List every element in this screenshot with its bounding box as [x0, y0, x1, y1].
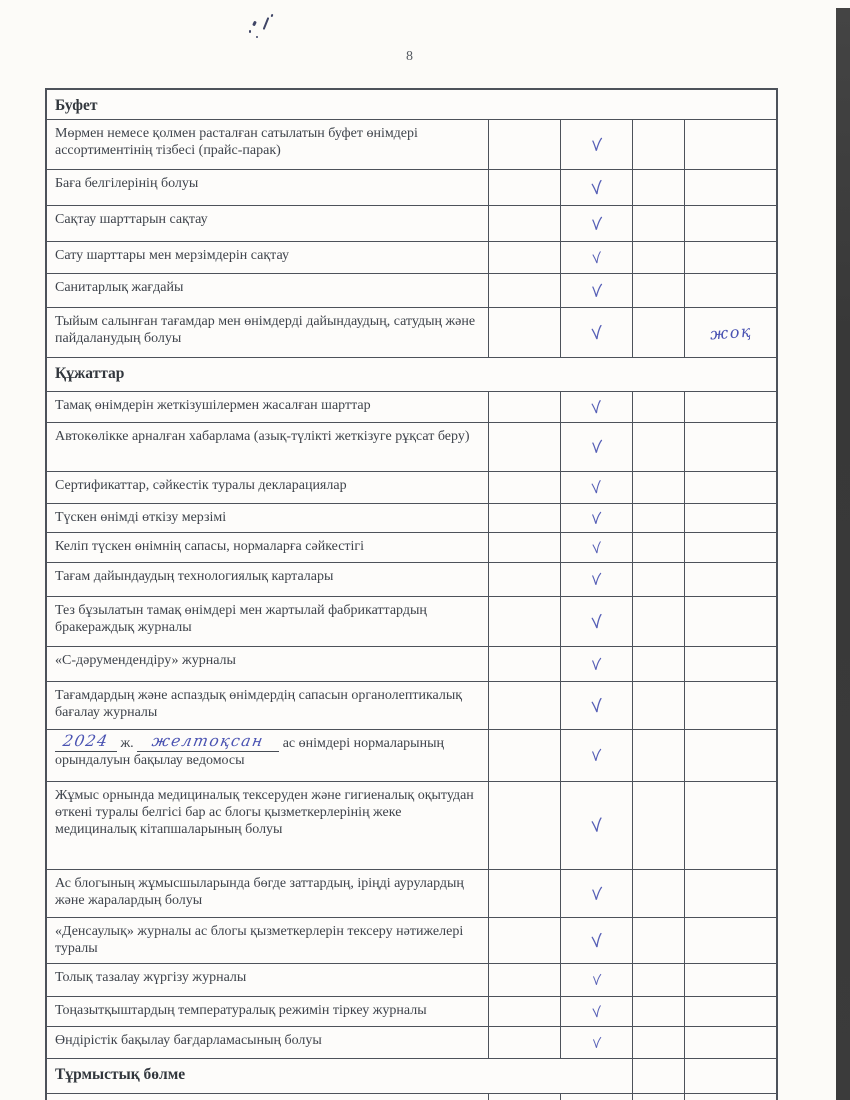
row-text: Тағам дайындаудың технологиялық карталары [55, 569, 334, 584]
year-suffix: ж. [120, 736, 134, 751]
table-row [47, 119, 776, 169]
checkmark-icon [590, 179, 603, 196]
table-row [47, 646, 776, 681]
table-row [47, 1026, 776, 1058]
table-row [47, 562, 776, 596]
table-row [47, 422, 776, 471]
scanner-edge-band [836, 8, 850, 1100]
row-text: Санитарлық жағдайы [55, 280, 184, 295]
filled-year-blank [55, 732, 117, 752]
checkmark-icon [592, 973, 602, 987]
row-text: ас өнімдері нормаларының орындалуын бақылау ведомосы [55, 736, 444, 768]
row-text: Тез бұзылатын тамақ өнімдері мен жартылай фабрикаттардың бракераждық журналы [55, 603, 427, 635]
section-header-bufet [47, 90, 776, 119]
checkmark-icon [591, 216, 603, 232]
row-text: Сақтау шарттарын сақтау [55, 212, 208, 227]
page-number: 8 [406, 49, 414, 64]
table-row-filled-date [47, 729, 776, 781]
table-row [47, 273, 776, 307]
checkmark-icon [590, 613, 603, 630]
checkmark-icon [591, 572, 602, 587]
checkmark-icon [591, 748, 602, 763]
row-text: Түскен өнімді өткізу мерзімі [55, 510, 227, 525]
checkmark-icon [592, 1036, 602, 1050]
row-text: Тыйым салынған тағамдар мен өнімдерді дайындаудың, сатудың және пайдаланудың болуы [55, 314, 476, 346]
row-text: Тамақ өнімдерін жеткізушілермен жасалған шарттар [55, 398, 371, 413]
row-text: Ас блогының жұмысшыларында бөгде заттардың, іріңді аурулардың және жаралардың болуы [55, 876, 464, 908]
section-header-turmystyk [47, 1058, 776, 1093]
checkmark-icon [591, 657, 602, 672]
row-text: Өндірістік бақылау бағдарламасының болуы [55, 1033, 322, 1048]
row-text: Жұмыс орнында медициналық тексеруден және гигиеналық оқытудан өткені туралы белгісі бар ас блогы қызметкерлерінің жеке медициналық кітапшаларының болуы [55, 788, 474, 837]
row-text: Мөрмен немесе қолмен расталған сатылатын буфет өнімдері ассортиментінің тізбесі (прайс-парак) [55, 126, 418, 158]
pen-scribble-mark [256, 36, 258, 38]
row-text: Сату шарттары мен мерзімдерін сақтау [55, 248, 289, 263]
checkmark-icon [590, 697, 603, 714]
checkmark-icon [590, 399, 602, 415]
filled-month-blank [137, 732, 279, 752]
table-row [47, 205, 776, 241]
row-text: Баға белгілерінің болуы [55, 176, 199, 191]
section-title: Құжаттар [55, 365, 125, 382]
row-text: Сертификаттар, сәйкестік туралы декларациялар [55, 478, 347, 493]
checkmark-icon [590, 324, 603, 341]
section-title: Тұрмыстық бөлме [55, 1066, 186, 1083]
table-row [47, 869, 776, 917]
table-row [47, 307, 776, 357]
inspection-checklist-table [45, 88, 778, 1100]
row-text: Толық тазалау жүргізу журналы [55, 970, 247, 985]
pen-scribble-mark [252, 21, 257, 27]
checkmark-icon [591, 283, 603, 299]
table-row [47, 781, 776, 869]
checkmark-icon [591, 439, 603, 455]
checkmark-icon [591, 886, 603, 902]
row-text: Тоңазытқыштардың температуралық режимін тіркеу журналы [55, 1003, 427, 1018]
checkmark-icon [590, 480, 602, 496]
table-row [47, 471, 776, 503]
checkmark-icon [590, 817, 603, 835]
checkmark-icon [591, 137, 603, 153]
pen-scribble-mark [263, 17, 270, 30]
handwritten-remark: жоқ [708, 321, 753, 344]
pen-scribble-mark [249, 30, 251, 33]
table-row-partial [47, 1093, 776, 1100]
checkmark-icon [590, 932, 603, 949]
table-row [47, 963, 776, 996]
table-row [47, 503, 776, 532]
row-text: «Денсаулық» журналы ас блогы қызметкерлерін тексеру нәтижелері туралы [55, 924, 464, 956]
table-row [47, 596, 776, 646]
checkmark-icon [591, 250, 602, 265]
row-text: Автокөлікке арналған хабарлама (азық-түлікті жеткізуге рұқсат беру) [55, 429, 470, 444]
checkmark-icon [591, 511, 602, 526]
table-row [47, 532, 776, 562]
table-row [47, 917, 776, 963]
pen-scribble-mark [271, 14, 274, 18]
section-title: Буфет [55, 97, 98, 114]
checkmark-icon [591, 1004, 602, 1019]
table-row [47, 391, 776, 422]
table-row [47, 241, 776, 273]
handwritten-month: желтоқсан [150, 732, 266, 750]
table-row [47, 681, 776, 729]
table-row [47, 169, 776, 205]
handwritten-year: 2024 [61, 732, 111, 750]
section-header-kuzhattar [47, 357, 776, 391]
row-text: Тағамдардың және аспаздық өнімдердің сапасын органолептикалық бағалау журналы [55, 688, 463, 720]
row-text: «С-дәрумендендіру» журналы [55, 653, 236, 668]
checkmark-icon [591, 540, 602, 555]
row-text: Келіп түскен өнімнің сапасы, нормаларға сәйкестігі [55, 539, 365, 554]
table-row [47, 996, 776, 1026]
